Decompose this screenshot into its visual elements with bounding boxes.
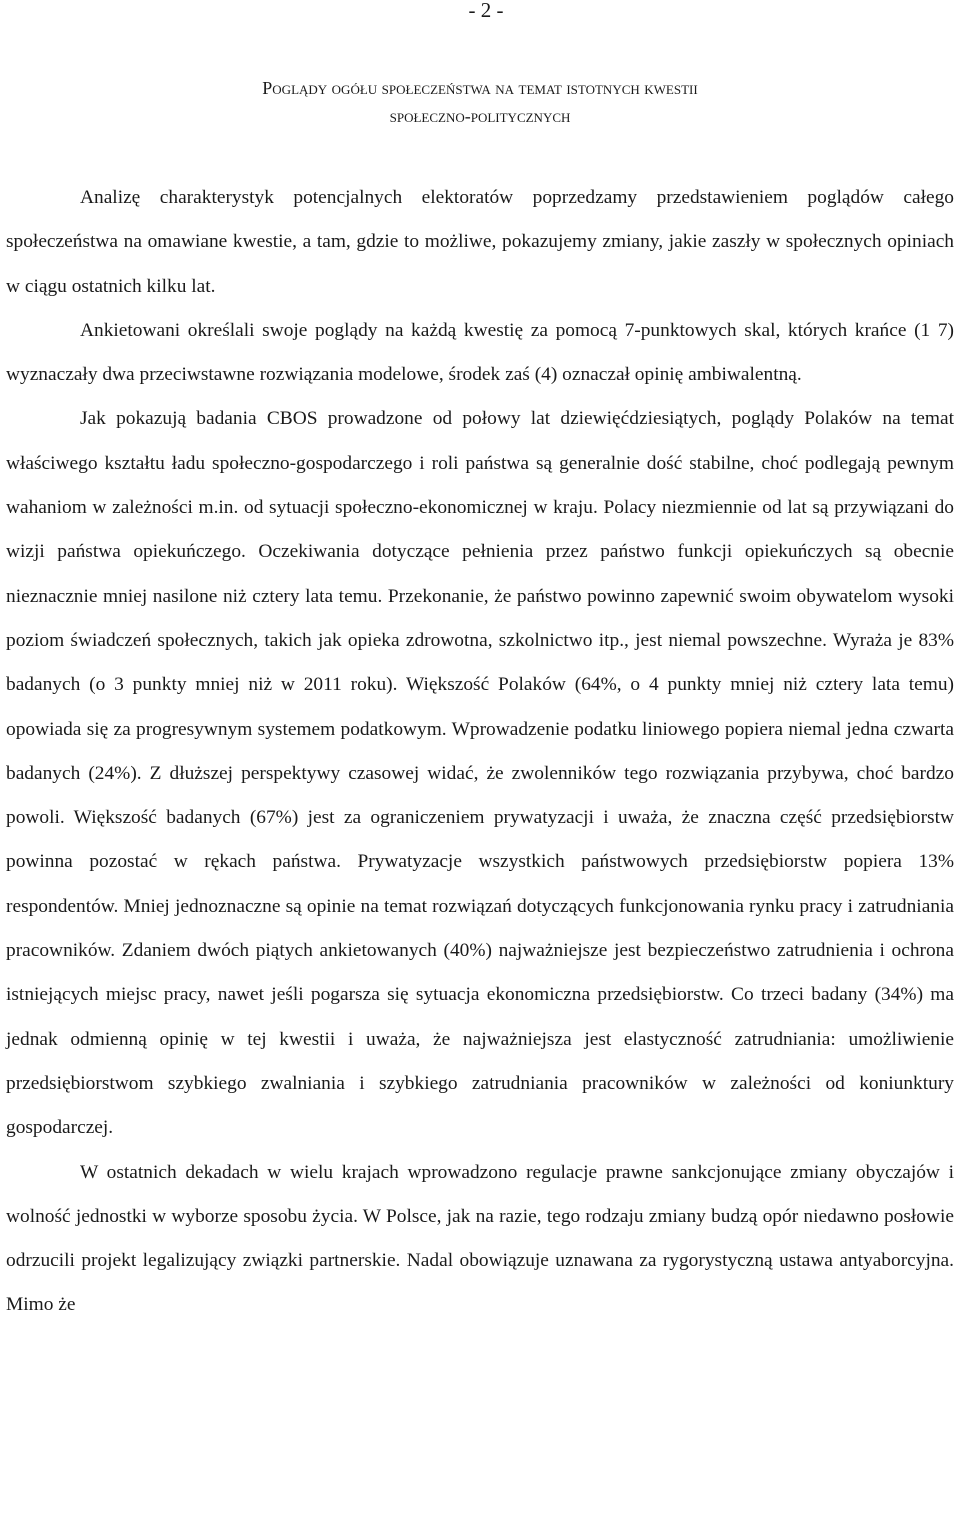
document-body <box>6 176 954 1328</box>
paragraph-economy: Jak pokazują badania CBOS prowadzone od połowy lat dziewięćdziesiątych, poglądy Polaków na temat właściwego kształtu ładu społeczno-gospodarczego i roli państwa są generalnie dość stabilne, choć podlegają pewnym wahaniom w zależności m.in. od sytuacji społeczno-ekonomicznej w kraju. Polacy niezmiennie od lat są przywiązani do wizji państwa opiekuńczego. Oczekiwania dotyczące pełnienia przez państwo funkcji opiekuńczych są obecnie nieznacznie mniej nasilone niż cztery lata temu. Przekonanie, że państwo powinno zapewnić swoim obywatelom wysoki poziom świadczeń społecznych, takich jak opieka zdrowotna, szkolnictwo itp., jest niemal powszechne. Wyraża je 83% badanych (o 3 punkty mniej niż w 2011 roku). Większość Polaków (64%, o 4 punkty mniej niż cztery lata temu) opowiada się za progresywnym systemem podatkowym. Wprowadzenie podatku liniowego popiera niemal jedna czwarta badanych (24%). Z dłuższej perspektywy czasowej widać, że zwolenników tego rozwiązania przybywa, choć bardzo powoli. Większość badanych (67%) jest za ograniczeniem prywatyzacji i uważa, że znaczna część przedsiębiorstw powinna pozostać w rękach państwa. Prywatyzacje wszystkich państwowych przedsiębiorstw popiera 13% respondentów. Mniej jednoznaczne są opinie na temat rozwiązań dotyczących funkcjonowania rynku pracy i zatrudniania pracowników. Zdaniem dwóch piątych ankietowanych (40%) najważniejsze jest bezpieczeństwo zatrudnienia i ochrona istniejących miejsc pracy, nawet jeśli pogarsza się sytuacja ekonomiczna przedsiębiorstw. Co trzeci badany (34%) ma jednak odmienną opinię w tej kwestii i uważa, że najważniejsza jest elastyczność zatrudniania: umożliwienie przedsiębiorstwom szybkiego zwalniania i szybkiego zatrudniania pracowników w zależności od koniunktury gospodarczej. <box>6 408 954 1139</box>
section-title-line-1: Poglądy ogółu społeczeństwa na temat istotnych kwestii <box>262 78 698 98</box>
page-number: - 2 - <box>468 0 504 22</box>
section-title-line-2: społeczno-politycznych <box>389 106 571 126</box>
paragraph-customs: W ostatnich dekadach w wielu krajach wprowadzono regulacje prawne sankcjonujące zmiany obyczajów i wolność jednostki w wyborze sposobu życia. W Polsce, jak na razie, tego rodzaju zmiany budzą opór niedawno posłowie odrzucili projekt legalizujący związki partnerskie. Nadal obowiązuje uznawana za rygorystyczną ustawa antyaborcyjna. Mimo że <box>6 1161 954 1316</box>
paragraph-method: Ankietowani określali swoje poglądy na każdą kwestię za pomocą 7-punktowych skal, których krańce (1 7) wyznaczały dwa przeciwstawne rozwiązania modelowe, środek zaś (4) oznaczał opinię ambiwalentną. <box>6 319 954 386</box>
paragraph-intro: Analizę charakterystyk potencjalnych elektoratów poprzedzamy przedstawieniem poglądów całego społeczeństwa na omawiane kwestie, a tam, gdzie to możliwe, pokazujemy zmiany, jakie zaszły w społecznych opiniach w ciągu ostatnich kilku lat. <box>6 187 954 297</box>
section-title <box>0 74 960 130</box>
